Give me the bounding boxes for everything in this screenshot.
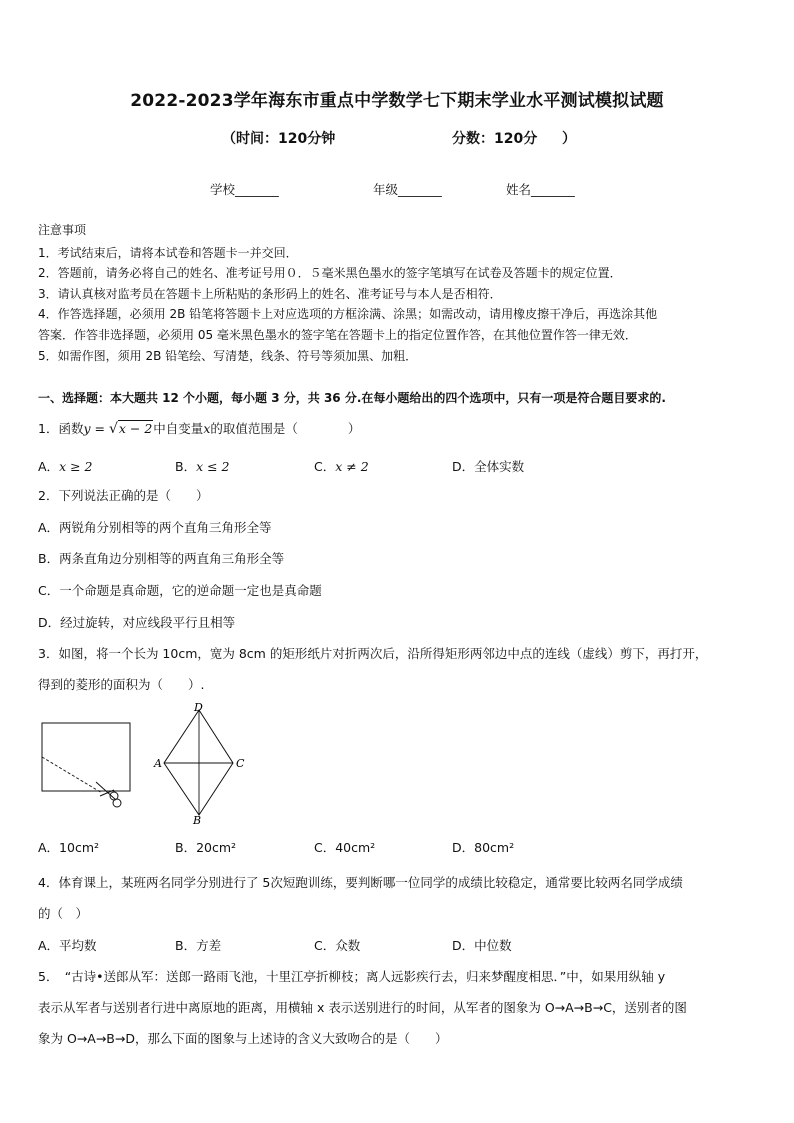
q1-option-a [38,457,93,475]
notice-item: 答案．作答非选择题，必须用 05 毫米黑色墨水的签字笔在答题卡上的指定位置作答，在其他位置作答一律无效． [38,328,637,342]
subtitle-close-paren: ） [562,131,576,147]
notice-heading: 注意事项 [38,223,87,237]
grade-field: 年级_______ [373,182,442,197]
q2-option-b: B．两条直角边分别相等的两直角三角形全等 [38,551,285,566]
notice-item: 4．作答选择题，必须用 2B 铅笔将答题卡上对应选项的方框涂满、涂黑；如需改动，请用橡皮擦干净后，再选涂其他 [38,307,658,321]
q4-option-d: D．中位数 [452,938,512,953]
cut-dashed-line [42,757,102,793]
option-letter: B． [175,459,197,474]
q4-option-a: A．平均数 [38,938,97,953]
label-a: A [154,757,162,770]
q1-option-d: D．全体实数 [452,459,525,474]
question-3-stem-2: 得到的菱形的面积为（ ）. [38,677,205,692]
q3-figure [36,700,266,825]
option-letter: A． [38,459,60,474]
q1-formula-y: y [83,421,91,436]
question-5-stem: 5． “古诗•送郎从军：送郎一路雨飞池，十里江亭折柳枝；离人远影疾行去，归来梦醒度相思．”中，如果用纵轴 y [38,969,666,984]
exam-title: 2022-2023学年海东市重点中学数学七下期末学业水平测试模拟试题 [130,91,664,111]
notice-item: 2．答题前，请务必将自己的姓名、准考证号用０．５毫米黑色墨水的签字笔填写在试卷及答题卡的规定位置． [38,266,622,280]
name-field: 姓名_______ [506,182,575,197]
q3-option-b: B．20cm² [175,840,237,855]
question-4-stem-2: 的（ ） [38,906,89,921]
option-math: x ≤ 2 [196,459,230,474]
scissors-icon [96,782,121,807]
q2-option-d: D．经过旋转，对应线段平行且相等 [38,615,236,630]
q1-middle: 中自变量 [153,421,204,436]
notice-item: 5．如需作图，须用 2B 铅笔绘、写清楚，线条、符号等须加黑、加粗． [38,349,418,363]
q1-option-b [175,457,230,475]
section-heading: 一、选择题：本大题共 12 个小题，每小题 3 分，共 36 分.在每小题给出的四个选项中，只有一项是符合题目要求的. [38,391,666,405]
question-5-stem-3: 象为 O→A→B→D，那么下面的图象与上述诗的含义大致吻合的是（ ） [38,1031,448,1046]
question-3-stem: 3．如图，将一个长为 10cm，宽为 8cm 的矩形纸片对折两次后，沿所得矩形两邻边中点的连线（虚线）剪下，再打开， [38,646,708,661]
q3-option-c: C．40cm² [314,840,376,855]
question-4-stem: 4．体育课上，某班两名同学分别进行了 5次短跑训练，要判断哪一位同学的成绩比较稳定，通常要比较两名同学成绩 [38,875,683,890]
q2-option-a: A．两锐角分别相等的两个直角三角形全等 [38,520,272,535]
label-d: D [194,701,203,714]
school-field: 学校_______ [210,182,279,197]
label-c: C [236,757,245,770]
question-2-stem: 2．下列说法正确的是（ ） [38,488,209,503]
score-label: 分数：120分 [452,131,538,147]
q1-var: x [203,421,211,436]
q1-radicand: x − 2 [118,421,153,436]
q3-option-d: D．80cm² [452,840,515,855]
question-1-stem [38,420,360,438]
question-5-stem-2: 表示从军者与送别者行进中离原地的距离，用横轴 x 表示送别进行的时间，从军者的图象为 O→A→B→C，送别者的图 [38,1000,687,1015]
q1-prefix: 1．函数 [38,421,84,436]
q4-option-b: B．方差 [175,938,222,953]
option-math: x ≠ 2 [335,459,369,474]
q3-option-a: A．10cm² [38,840,100,855]
q1-suffix: 的取值范围是（ ） [210,421,361,436]
option-letter: C． [314,459,336,474]
label-b: B [193,814,202,825]
q2-option-c: C．一个命题是真命题，它的逆命题一定也是真命题 [38,583,322,598]
paper-rectangle [42,723,130,791]
q1-option-c [314,457,369,475]
time-label: （时间：120分钟 [222,131,336,147]
notice-item: 3．请认真核对监考员在答题卡上所粘贴的条形码上的姓名、准考证号与本人是否相符． [38,287,502,301]
notice-item: 1．考试结束后，请将本试卷和答题卡一并交回． [38,246,298,260]
option-math: x ≥ 2 [59,459,93,474]
sqrt-sign: √ [108,421,118,437]
rhombus [164,710,233,815]
q1-eq: = [90,421,109,436]
q4-option-c: C．众数 [314,938,361,953]
